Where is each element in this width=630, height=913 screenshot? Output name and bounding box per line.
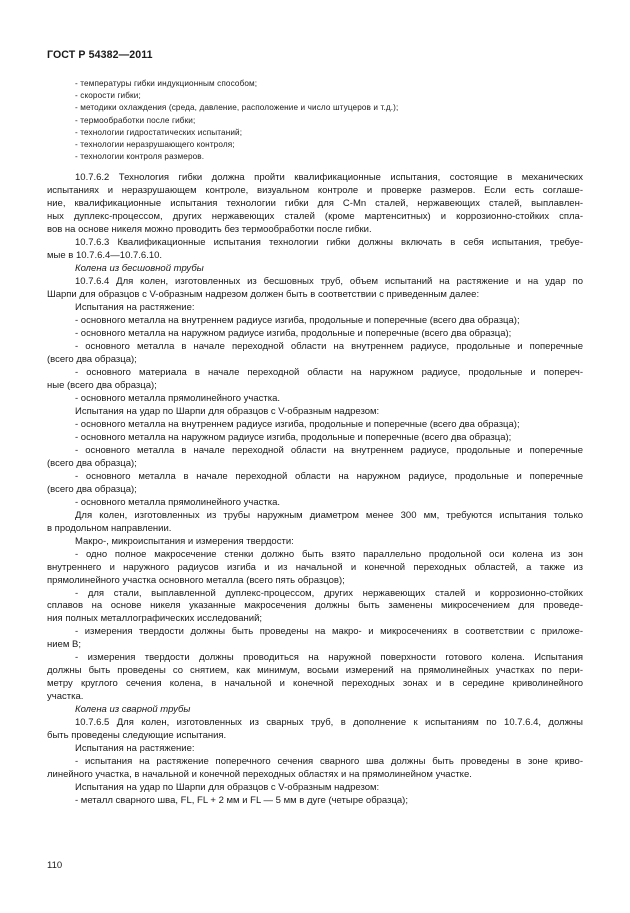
- text-line: - основного металла на наружном радиусе изгиба, продольные и поперечные (всего два образца);: [75, 431, 512, 443]
- text-line: - основного металла в начале переходной области на наружном радиусе, продольные и поперечные: [75, 470, 583, 482]
- text-line: - основного металла на внутреннем радиусе изгиба, продольные и поперечные (всего два образца);: [75, 418, 520, 430]
- text-line: - металл сварного шва, FL, FL + 2 мм и FL — 5 мм в дуге (четыре образца);: [75, 795, 408, 807]
- text-line: должны быть проведены со снятием, как минимум, восьми измерений на прямолинейных участках по пери-: [47, 665, 583, 677]
- text-line: (всего два образца);: [47, 353, 137, 365]
- text-line: - основного металла на наружном радиусе изгиба, продольные и поперечные (всего два образца);: [75, 327, 512, 339]
- list-item: - технологии гидростатических испытаний;: [75, 127, 243, 137]
- text-line: 10.7.6.5 Для колен, изготовленных из сварных труб, в дополнение к испытаниям по 10.7.6.4, должны: [75, 717, 583, 729]
- page-number: 110: [47, 860, 63, 871]
- text-line: испытаниях и неразрушающем контроле, визуальном контроле и проверке размеров. Если есть соглаше-: [47, 184, 583, 196]
- text-line: Для колен, изготовленных из трубы наружным диаметром менее 300 мм, требуются испытания только: [75, 509, 583, 521]
- text-line: сплавов на основе никеля указанные макросечения должны быть заменены микросечением для проведе-: [47, 600, 583, 612]
- text-line: - для стали, выплавленной дуплекс-процессом, других нержавеющих сталей и коррозионно-стойких: [75, 587, 583, 599]
- text-line: - основного металла прямолинейного участка.: [75, 392, 280, 404]
- text-line: ные (всего два образца);: [47, 379, 157, 391]
- text-line: Колена из сварной трубы: [75, 704, 191, 716]
- text-line: в продольном направлении.: [47, 522, 172, 534]
- text-line: 10.7.6.2 Технология гибки должна пройти квалификационные испытания, состоящие в механических: [75, 172, 583, 183]
- text-line: (всего два образца);: [47, 483, 137, 495]
- text-line: - основного материала в начале переходной области на наружном радиусе, продольные и попереч-: [75, 366, 583, 378]
- text-line: метру круглого сечения колена, в начальной и конечной переходных зонах и в середине криволинейного: [47, 678, 583, 690]
- text-line: линейного участка, в начальной и конечной переходных областях и на прямолинейном участке.: [47, 769, 472, 781]
- text-line: - измерения твердости должны проводиться на наружной поверхности готового колена. Испытания: [75, 652, 583, 664]
- text-line: Макро-, микроиспытания и измерения твердости:: [75, 535, 294, 547]
- text-line: вов на основе никеля можно проводить без термообработки после гибки.: [47, 223, 372, 235]
- parameter-list: [75, 78, 595, 163]
- list-item: - методики охлаждения (среда, давление, расположение и число штуцеров и т.д.);: [75, 103, 399, 113]
- text-line: - основного металла на внутреннем радиусе изгиба, продольные и поперечные (всего два образца);: [75, 314, 520, 326]
- list-item: - скорости гибки;: [75, 91, 141, 101]
- text-line: Испытания на растяжение:: [75, 301, 195, 313]
- text-line: Испытания на растяжение:: [75, 743, 195, 755]
- text-line: - основного металла в начале переходной области на внутреннем радиусе, продольные и поперечные: [75, 444, 583, 456]
- list-item: - технологии контроля размеров.: [75, 152, 205, 162]
- text-line: - измерения твердости должны быть проведены на макро- и микросечениях в соответствии с приложе-: [75, 626, 583, 638]
- list-item: - технологии неразрушающего контроля;: [75, 140, 235, 150]
- text-line: ных дуплекс-процессом, других нержавеющих сталей (кроме мартенситных) и коррозионно-стойких спла-: [47, 210, 583, 222]
- text-line: (всего два образца);: [47, 457, 137, 469]
- text-line: прямолинейного участка основного металла (всего пять образцов);: [47, 574, 345, 586]
- list-item: - температуры гибки индукционным способом;: [75, 79, 258, 88]
- text-line: 10.7.6.4 Для колен, изготовленных из бесшовных труб, объем испытаний на растяжение и на удар по: [75, 275, 583, 287]
- text-line: ния полных металлографических исследований;: [47, 613, 263, 625]
- text-line: Испытания на удар по Шарпи для образцов с V-образным надрезом:: [75, 782, 380, 794]
- text-line: Шарпи для образцов с V-образным надрезом должен быть в соответствии с приведенным далее:: [47, 288, 480, 300]
- text-line: мые в 10.7.6.4—10.7.6.10.: [47, 249, 163, 261]
- text-line: - одно полное макросечение стенки должно быть взято параллельно продольной оси колена из зон: [75, 548, 583, 560]
- text-line: ние, квалификационные испытания технологии гибки для C-Mn сталей, нержавеющих сталей, выплавлен-: [47, 197, 583, 209]
- text-line: нием В;: [47, 639, 81, 651]
- text-line: - основного металла в начале переходной области на внутреннем радиусе, продольные и поперечные: [75, 340, 583, 352]
- text-line: - основного металла прямолинейного участка.: [75, 496, 280, 508]
- text-line: внутреннего и наружного радиусов изгиба и из начальной и конечной переходных областей, а также из: [47, 561, 583, 573]
- list-item: - термообработки после гибки;: [75, 115, 196, 125]
- standard-header: ГОСТ Р 54382—2011: [47, 49, 153, 61]
- text-line: участка.: [47, 691, 84, 703]
- text-line: 10.7.6.3 Квалификационные испытания технологии гибки должны включать в себя испытания, требуе-: [75, 236, 583, 248]
- text-line: Испытания на удар по Шарпи для образцов с V-образным надрезом:: [75, 405, 380, 417]
- text-line: Колена из бесшовной трубы: [75, 262, 204, 274]
- text-line: быть проведены следующие испытания.: [47, 730, 227, 742]
- document-body: [47, 172, 583, 808]
- text-line: - испытания на растяжение поперечного сечения сварного шва должны быть проведены в зоне криво-: [75, 756, 583, 768]
